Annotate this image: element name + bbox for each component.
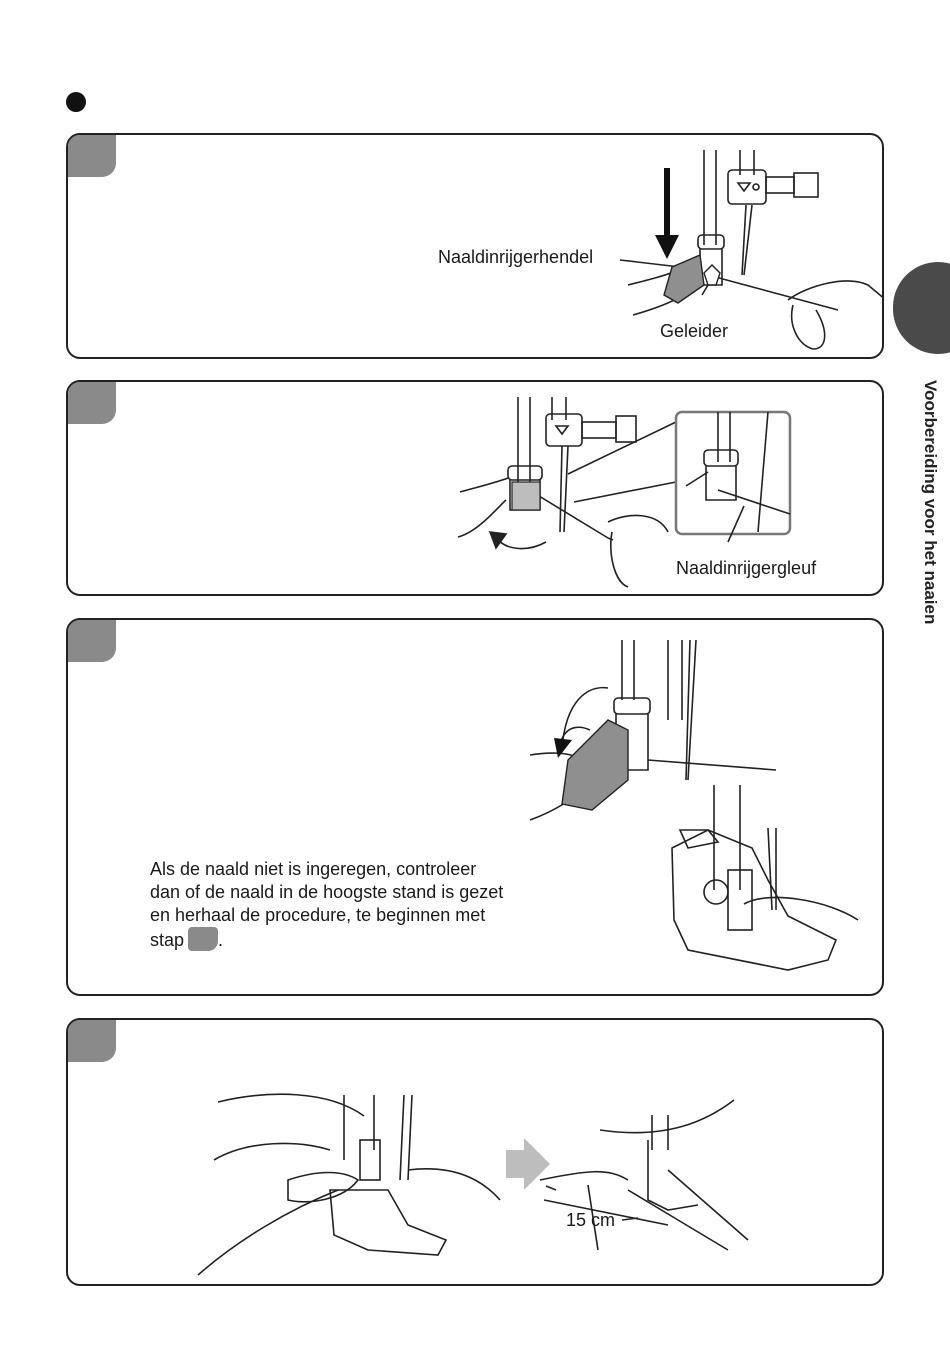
note-end: . — [218, 930, 224, 950]
chapter-side-text: Voorbereiding voor het naaien — [921, 380, 940, 625]
measure-label: 15 cm — [566, 1210, 616, 1230]
not-threaded-note — [150, 858, 510, 952]
note-text: Als de naald niet is ingeregen, controleer dan of de naald in de hoogste stand is gezet en herhaal de procedure, te beginnen met stap — [150, 859, 504, 950]
chapter-side-tab — [893, 262, 950, 354]
step-4-panel — [66, 1018, 884, 1286]
chapter-side-label — [908, 380, 948, 660]
step-3-panel — [66, 618, 884, 996]
slot-label: Naaldinrijgergleuf — [676, 558, 817, 578]
step-1-panel — [66, 133, 884, 359]
lever-label: Naaldinrijgerhendel — [438, 247, 594, 267]
step-2-panel — [66, 380, 884, 596]
section-bullet — [66, 92, 86, 112]
pull-thread-illustration — [68, 1020, 884, 1286]
guide-label: Geleider — [660, 321, 729, 341]
step-reference-chip — [188, 927, 218, 951]
